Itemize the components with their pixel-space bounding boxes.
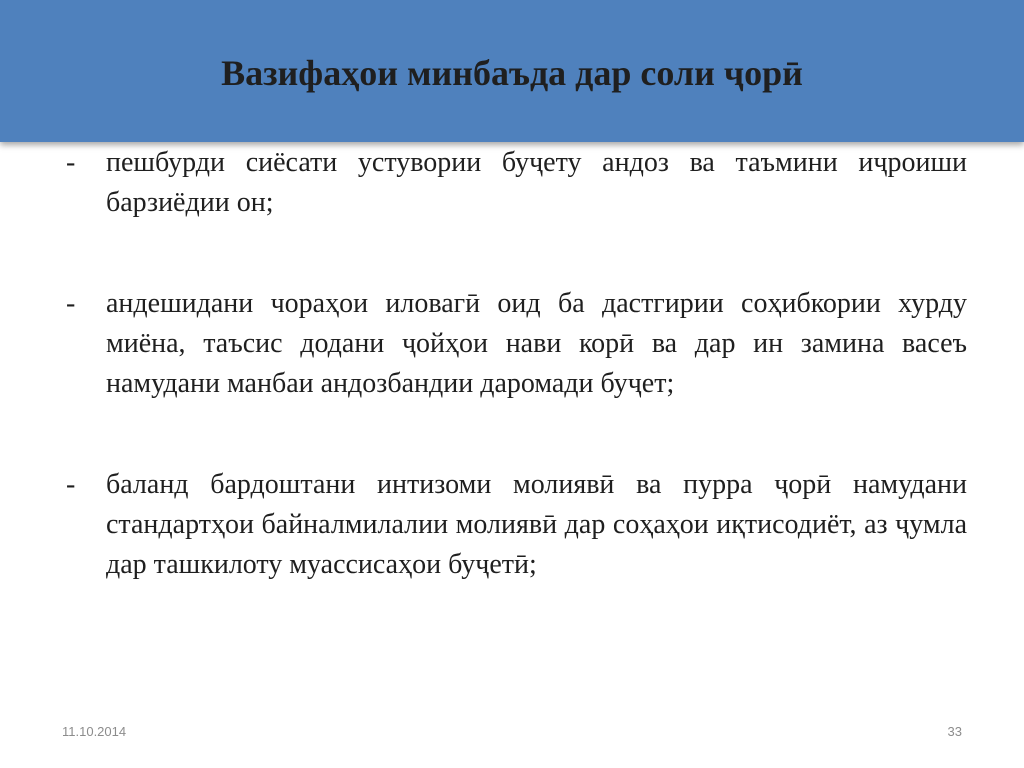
bullet-dash: - bbox=[66, 147, 76, 178]
slide-number: 33 bbox=[947, 724, 962, 739]
list-item bbox=[62, 143, 967, 223]
footer-date: 11.10.2014 bbox=[62, 724, 127, 739]
slide-body bbox=[62, 143, 967, 585]
list-item bbox=[62, 284, 967, 404]
list-item-text: пешбурди сиёсати устувории буҷету андоз ва таъмини иҷроиши барзиёдии он; bbox=[106, 147, 967, 218]
bullet-dash: - bbox=[66, 288, 76, 319]
slide-title: Вазифаҳои минбаъда дар соли ҷорӣ bbox=[221, 53, 803, 93]
bullet-dash: - bbox=[66, 469, 76, 500]
title-banner bbox=[0, 0, 1024, 142]
list-item bbox=[62, 465, 967, 585]
list-item-text: баланд бардоштани интизоми молиявӣ ва пурра ҷорӣ намудани стандартҳои байналмилалии молиявӣ дар соҳаҳои иқтисодиёт, аз ҷумла дар ташкилоту муассисаҳои буҷетӣ; bbox=[106, 469, 967, 580]
list-item-text: андешидани чораҳои иловагӣ оид ба дастгирии соҳибкории хурду миёна, таъсис додани ҷойҳои нави корӣ ва дар ин замина васеъ намудани манбаи андозбандии даромади буҷет; bbox=[106, 288, 967, 399]
